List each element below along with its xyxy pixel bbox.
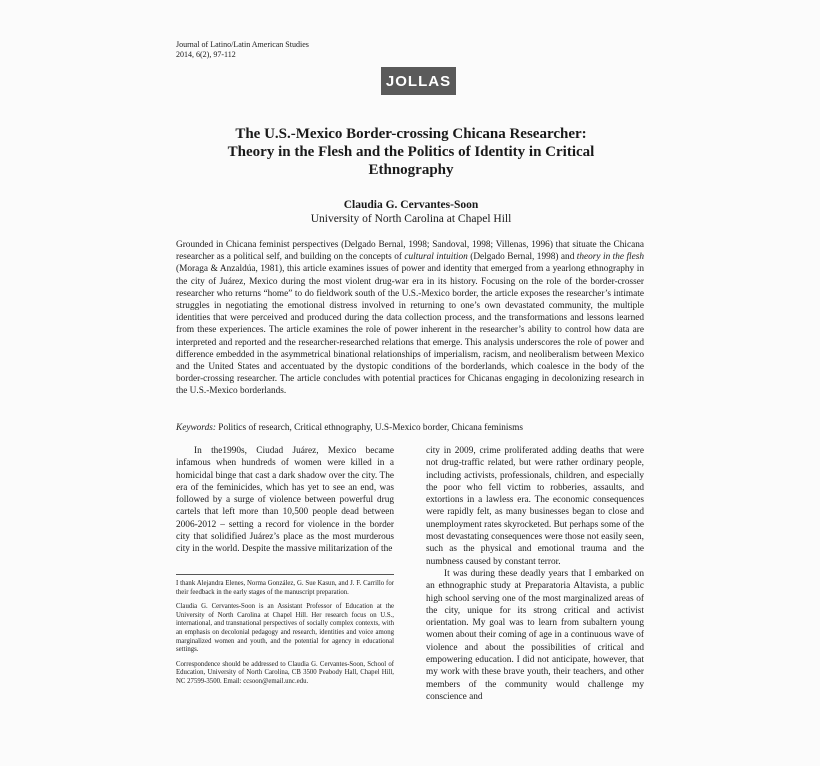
title-line-3: Ethnography	[368, 162, 454, 178]
abstract-term-1: cultural intuition	[404, 252, 468, 263]
title-line-2: Theory in the Flesh and the Politics of Identity in Critical	[227, 144, 595, 160]
journal-logo: JOLLAS	[381, 67, 456, 95]
body-column-left	[176, 445, 394, 556]
journal-citation: 2014, 6(2), 97-112	[176, 50, 236, 59]
body-paragraph-1-continued: city in 2009, crime proliferated adding deaths that were not drug-traffic related, but were rather ordinary people, including activists, professionals, children, and especially the poor who fell victim to robberies, assaults, and extortions in a lawless era. The economic consequences were rapidly felt, as many businesses began to close and unemployment rates skyrocketed. But perhaps some of the most devastating consequences were those not easily seen, such as the physical and emotional trauma and the numbness caused by constant terror.	[426, 446, 644, 567]
abstract-text-2: (Delgado Bernal, 1998) and	[467, 252, 577, 263]
article-title	[176, 125, 646, 179]
title-line-1: The U.S.-Mexico Border-crossing Chicana Researcher:	[235, 126, 587, 142]
abstract-term-2: theory in the flesh	[576, 252, 645, 263]
journal-name: Journal of Latino/Latin American Studies	[176, 40, 309, 49]
journal-header	[176, 40, 309, 60]
author-name: Claudia G. Cervantes-Soon	[343, 199, 479, 211]
body-paragraph-1: In the1990s, Ciudad Juárez, Mexico became infamous when hundreds of women were killed in a homicidal binge that cast a dark shadow over the city. The era of the feminicides, which has yet to see an end, was followed by a surge of violence between powerful drug cartels that left more than 10,500 people dead between 2006-2012 – setting a record for violence in the border city that solidified Juárez’s place as the most murderous city in the world. Despite the massive militarization of the	[176, 446, 394, 555]
body-column-right	[426, 445, 644, 703]
footnote-thanks: I thank Alejandra Elenes, Norma González, G. Sue Kasun, and J. F. Carrillo for their feedback in the early stages of the manuscript preparation.	[176, 580, 394, 596]
footnotes	[176, 574, 394, 693]
keywords-text: Politics of research, Critical ethnography, U.S-Mexico border, Chicana feminisms	[215, 423, 523, 433]
author-block	[176, 198, 646, 226]
abstract	[176, 239, 644, 398]
keywords-label: Keywords:	[176, 423, 216, 433]
abstract-text-1: Grounded in Chicana feminist perspectives (Delgado Bernal, 1998; Sandoval, 1998; Villenas, 1996) that situate the Chicana researcher as a political self, and building on the concepts of	[176, 240, 644, 263]
author-affiliation: University of North Carolina at Chapel Hill	[310, 213, 512, 225]
body-paragraph-2: It was during these deadly years that I embarked on an ethnographic study at Preparatoria Altavista, a public high school serving one of the most marginalized areas of the city, unique for its strong critical and activist orientation. My goal was to learn from subaltern young women about their coming of age in a continuous wave of violence and about the possibilities of critical and empowering education. I did not anticipate, however, that my work with these brave youth, their teachers, and other members of the community would challenge my conscience and	[426, 568, 644, 702]
abstract-text-3: (Moraga & Anzaldúa, 1981), this article examines issues of power and identity that emerged from a yearlong ethnography in the city of Juárez, Mexico during the most violent drug-war era in its history. Focusing on the role of the border-crosser researcher who returns “home” to do fieldwork south of the U.S.-Mexico border, the article exposes the researcher’s intimate struggles in negotiating the emotional distress involved in returning to one’s own devastated community, the multiple identities that were perceived and produced during the data collection process, and the transformations and lessons learned from these experiences. The article examines the role of power inherent in the researcher’s ability to control how data are interpreted and reported and the researcher-researched relations that emerge. This analysis underscores the role of power and difference embedded in the asymmetrical binational relationships of imperialism, racism, and neoliberalism between Mexico and the United States and accentuated by the dystopic conditions of the borderlands, which coalesce in the body of the border-crossing researcher. The article concludes with potential practices for Chicanas engaging in decolonizing research in the U.S.-Mexico borderlands.	[176, 264, 644, 397]
footnote-bio: Claudia G. Cervantes-Soon is an Assistant Professor of Education at the University of North Carolina at Chapel Hill. Her research focus on U.S., international, and transnational perspectives of socially complex contexts, with an emphasis on decolonial pedagogy and research, identities and voice among marginalized women and youth, and the potential for agency in educational settings.	[176, 603, 394, 654]
keywords	[176, 422, 644, 434]
footnote-correspondence: Correspondence should be addressed to Claudia G. Cervantes-Soon, School of Education, University of North Carolina, CB 3500 Peabody Hall, Chapel Hill, NC 27599-3500. Email: ccsoon@email.unc.edu.	[176, 660, 394, 685]
